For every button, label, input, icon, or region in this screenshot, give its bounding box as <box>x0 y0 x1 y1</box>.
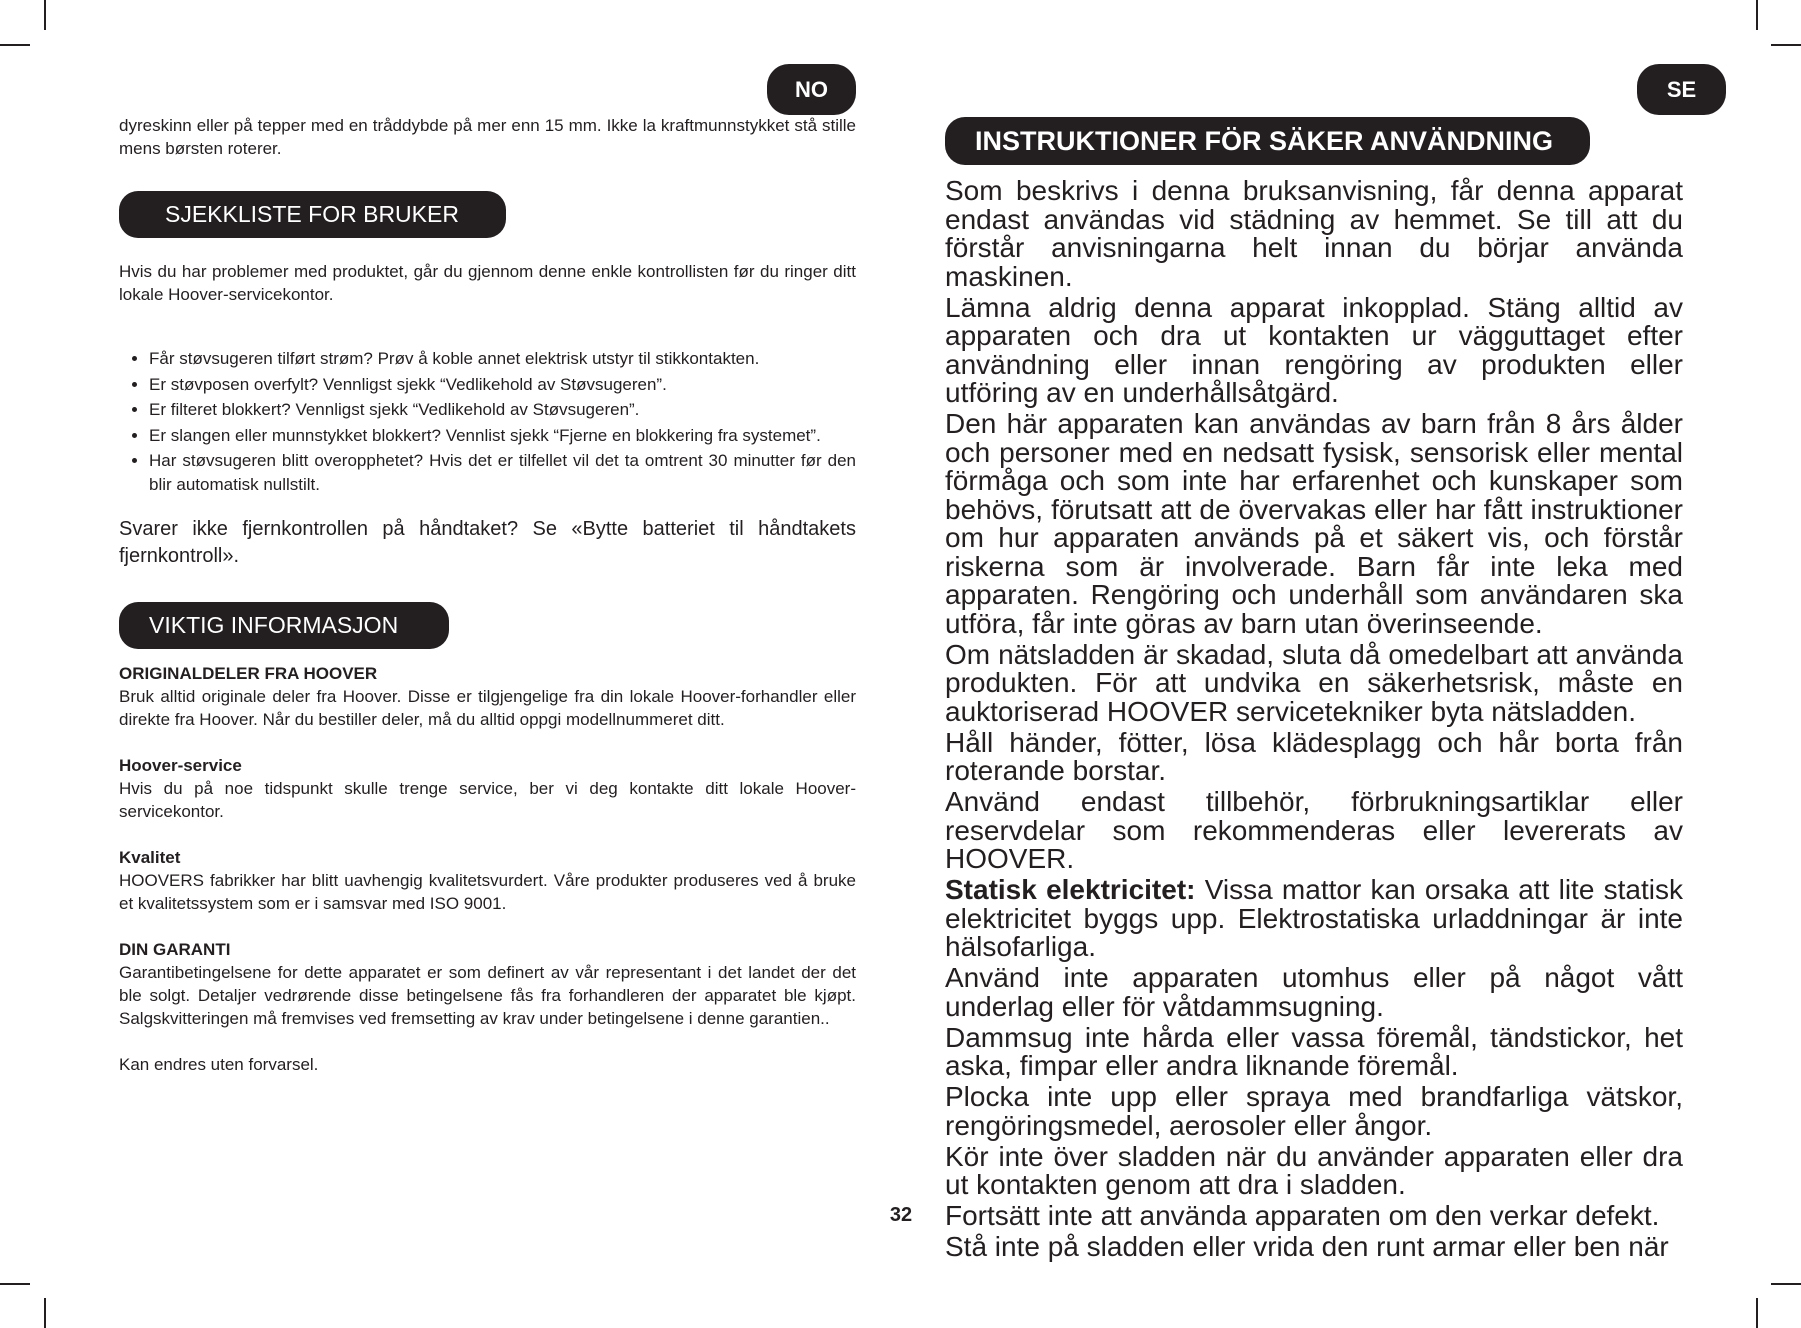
checklist <box>119 347 856 496</box>
safety-rule: Använd inte apparaten utomhus eller på något vått underlag eller för våtdammsugning. <box>945 962 1683 1022</box>
list-item: • Er støvposen overfylt? Vennligst sjekk “Vedlikehold av Støvsugeren”. <box>149 373 856 397</box>
crop-mark <box>0 1283 30 1285</box>
safety-rule: Lämna aldrig denna apparat inkopplad. Stäng alltid av apparaten och dra ut kontakten ur vägguttaget efter användning eller innan rengöring av produkten eller utföring av en underhållsåtgärd. <box>945 291 1683 408</box>
safety-rule: Fortsätt inte att använda apparaten om den verkar defekt. <box>945 1200 1660 1231</box>
list-item: • Er slangen eller munnstykket blokkert? Vennlist sjekk “Fjerne en blokkering fra systemet”. <box>149 424 856 448</box>
continued-text: dyreskinn eller på tepper med en tråddybde på mer enn 15 mm. Ikke la kraftmunnstykket stå stille mens børsten roterer. <box>119 116 856 158</box>
page-number: 32 <box>889 1204 913 1226</box>
crop-mark <box>0 44 30 46</box>
crop-mark <box>1756 1298 1758 1328</box>
safety-rule: Dammsug inte hårda eller vassa föremål, tändstickor, het aska, fimpar eller andra liknande föremål. <box>945 1021 1683 1081</box>
safety-instructions-heading: INSTRUKTIONER FÖR SÄKER ANVÄNDNING <box>945 117 1590 165</box>
safety-rule: Använd endast tillbehör, förbrukningsartiklar eller reservdelar som rekommenderas eller levererats av HOOVER. <box>945 786 1683 874</box>
crop-mark <box>44 1298 46 1328</box>
safety-rule: Stå inte på sladden eller vrida den runt armar eller ben när <box>945 1231 1669 1262</box>
change-notice: Kan endres uten forvarsel. <box>119 1055 319 1074</box>
list-item: • Har støvsugeren blitt overopphetet? Hvis det er tilfellet vil det ta omtrent 30 minutter før den blir automatisk nullstilt. <box>149 449 856 496</box>
crop-mark <box>1771 44 1801 46</box>
checklist-heading: SJEKKLISTE FOR BRUKER <box>119 191 506 238</box>
warranty-text: Garantibetingelsene for dette apparatet er som definert av vår representant i det landet der det ble solgt. Detaljer vedrørende disse betingelsene fås fra forhandleren der apparatet ble kjøpt. Salgskvitteringen må fremvises ved fremsetting av krav under betingelsene i denne garantien.. <box>119 963 856 1028</box>
safety-rule: Plocka inte upp eller spraya med brandfarliga vätskor, rengöringsmedel, aerosoler eller ångor. <box>945 1081 1683 1141</box>
important-info-heading: VIKTIG INFORMASJON <box>119 602 449 649</box>
safety-rule: Som beskrivs i denna bruksanvisning, får denna apparat endast användas vid städning av hemmet. Se till att du förstår anvisningarna helt innan du börjar använda maskinen. <box>945 175 1683 292</box>
language-tab-no: NO <box>767 64 856 115</box>
service-title: Hoover-service <box>119 756 242 775</box>
safety-rule: Om nätsladden är skadad, sluta då omedelbart att använda produkten. För att undvika en säkerhetsrisk, måste en auktoriserad HOOVER servicetekniker byta nätsladden. <box>945 638 1683 727</box>
norwegian-column <box>119 114 856 1076</box>
checklist-intro: Hvis du har problemer med produktet, går du gjennom denne enkle kontrollisten før du ringer ditt lokale Hoover-servicekontor. <box>119 262 856 304</box>
original-parts-text: Bruk alltid originale deler fra Hoover. Disse er tilgjengelige fra din lokale Hoover-forhandler eller direkte fra Hoover. Når du bestiller deler, må du alltid oppgi modellnummeret ditt. <box>119 687 856 729</box>
original-parts-title: ORIGINALDELER FRA HOOVER <box>119 664 378 683</box>
static-text: Vissa mattor kan orsaka att lite statisk elektricitet byggs upp. Elektrostatiska urladdningar är inte hälsofarliga. <box>945 874 1683 962</box>
remote-control-note: Svarer ikke fjernkontrollen på håndtaket? Se «Bytte batteriet til håndtakets fjernkontroll». <box>119 518 856 567</box>
crop-mark <box>44 0 46 30</box>
language-tab-se: SE <box>1637 64 1726 115</box>
list-item: • Er filteret blokkert? Vennligst sjekk “Vedlikehold av Støvsugeren”. <box>149 398 856 422</box>
list-item: • Får støvsugeren tilført strøm? Prøv å koble annet elektrisk utstyr til stikkontakten. <box>149 347 856 371</box>
warranty-title: DIN GARANTI <box>119 940 231 959</box>
safety-rule: Kör inte över sladden när du använder apparaten eller dra ut kontakten genom att dra i sladden. <box>945 1140 1683 1200</box>
safety-rule-static <box>945 876 1683 962</box>
crop-mark <box>1756 0 1758 30</box>
swedish-column <box>945 117 1683 1264</box>
quality-text: HOOVERS fabrikker har blitt uavhengig kvalitetsvurdert. Våre produkter produseres ved å bruke et kvalitetssystem som er i samsvar med ISO 9001. <box>119 871 856 913</box>
static-label: Statisk elektricitet: <box>945 874 1196 905</box>
safety-rule: Håll händer, fötter, lösa klädesplagg och hår borta från roterande borstar. <box>945 726 1683 786</box>
quality-title: Kvalitet <box>119 848 181 867</box>
service-text: Hvis du på noe tidspunkt skulle trenge service, ber vi deg kontakte ditt lokale Hoover-servicekontor. <box>119 779 856 821</box>
safety-rules <box>945 177 1683 1262</box>
safety-rule: Den här apparaten kan användas av barn från 8 års ålder och personer med en nedsatt fysisk, sensorisk eller mental förmåga och som inte har erfarenhet och kunskaper som behövs, förutsatt att de övervakas eller har fått instruktioner om hur apparaten används på et säkert vis, och förstår riskerna som är involverade. Barn får inte leka med apparaten. Rengöring och underhåll som användaren ska utföra, får inte göras av barn utan överinseende. <box>945 408 1683 639</box>
crop-mark <box>1771 1283 1801 1285</box>
